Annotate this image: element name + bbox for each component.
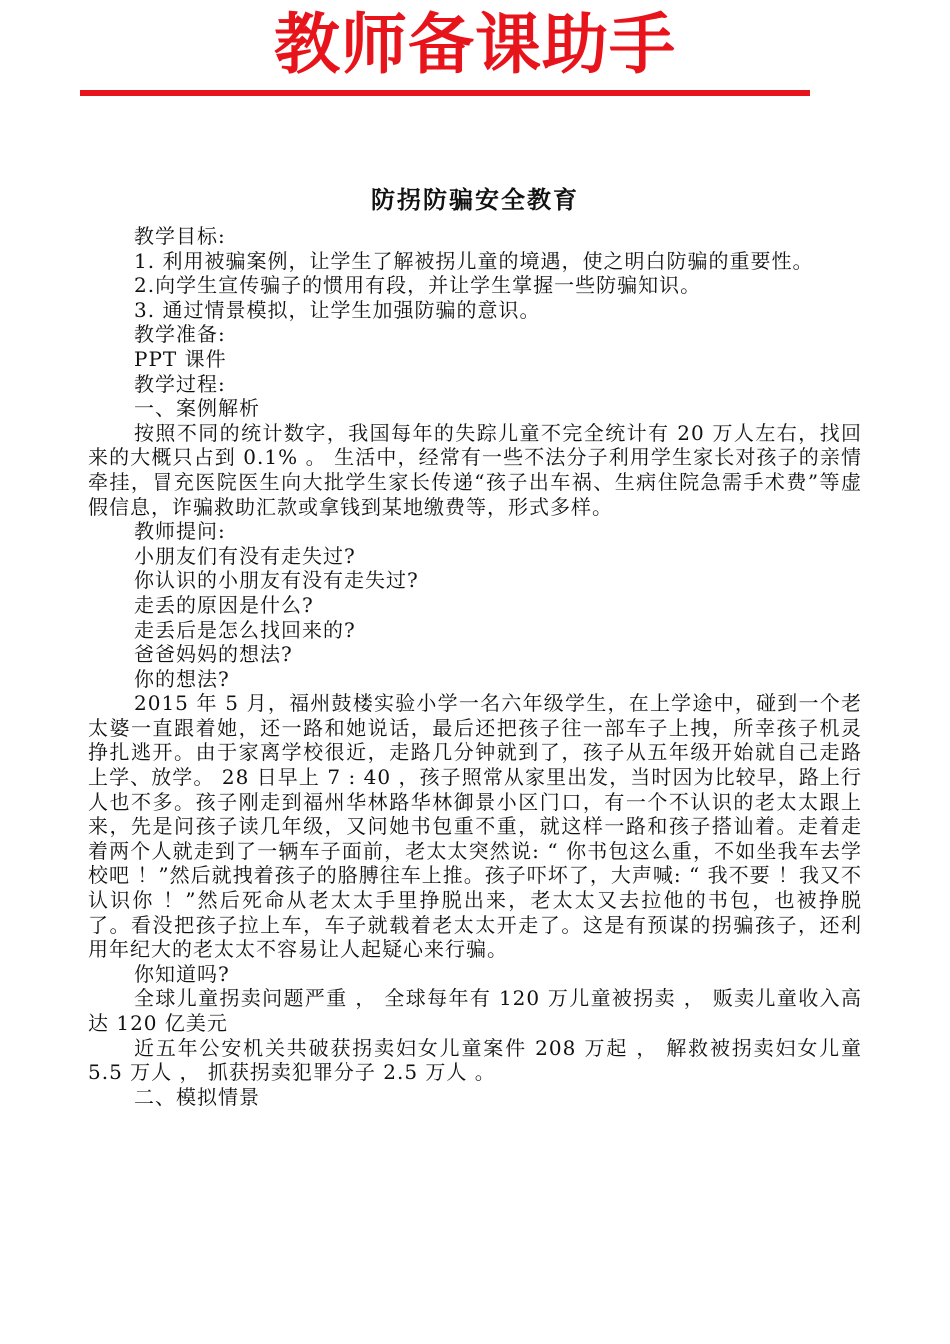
- paragraph-section-1-heading: 一、案例解析: [134, 396, 260, 421]
- paragraph-objectives-heading: 教学目标:: [134, 224, 226, 248]
- document-title: 防拐防骗安全教育: [371, 185, 579, 214]
- paragraph-preparation: PPT 课件: [134, 346, 227, 371]
- paragraph-objective-3: 3. 通过情景模拟，让学生加强防骗的意识。: [134, 297, 541, 322]
- paragraph-question-6: 你的想法?: [134, 666, 230, 691]
- paragraph-question-2: 你认识的小朋友有没有走失过?: [134, 568, 419, 593]
- paragraph-did-you-know: 你知道吗?: [134, 961, 230, 986]
- paragraph-objective-1: 1. 利用被骗案例，让学生了解被拐儿童的境遇，使之明白防骗的重要性。: [134, 248, 814, 273]
- paragraph-case-story: 2015 年 5 月，福州鼓楼实验小学一名六年级学生，在上学途中，碰到一个老太婆一直跟着她，还一路和她说话，最后还把孩子往一部车子上拽，所幸孩子机灵挣扎逃开。由于家离学校很近，走路几分钟就到了，孩子从五年级开始就自己走路上学、放学。 28 日早上 7 : 40 ，孩子照常从家里出发，当时因为比较早，路上行人也不多。孩子刚走到福州华林路华林御景小区门口，有一个不认识的老太太跟上来，先是问孩子读几年级，又问她书包重不重，就这样一路和孩子搭讪着。走着走着两个人就走到了一辆车子面前，老太太突然说: “ 你书包这么重，不如坐我车去学校吧 ！”然后就拽着孩子的胳膊往车上推。孩子吓坏了，大声喊: “ 我不要 ！我又不认识你 ！”然后死命从老太太手里挣脱出来，老太太又去拉他的书包，也被挣脱了。看没把孩子拉上车，车子就载着老太太开走了。这是有预谋的拐骗孩子，还利用年纪大的老太太不容易让人起疑心来行骗。: [88, 691, 862, 962]
- paragraph-statistics: 按照不同的统计数字，我国每年的失踪儿童不完全统计有 20 万人左右，找回来的大概只占到 0.1% 。 生活中，经常有一些不法分子利用学生家长对孩子的亲情牵挂，冒充医院医生向大批学生家长传递“孩子出车祸、生病住院急需手术费”等虚假信息，诈骗救助汇款或拿钱到某地缴费等，形式多样。: [88, 420, 862, 519]
- paragraph-domestic-fact: 近五年公安机关共破获拐卖妇女儿童案件 208 万起 ， 解救被拐卖妇女儿童 5.5 万人 ， 抓获拐卖犯罪分子 2.5 万人 。: [88, 1035, 862, 1085]
- document-body: [88, 224, 862, 1109]
- paragraph-question-3: 走丢的原因是什么?: [134, 592, 314, 617]
- paragraph-process-heading: 教学过程:: [134, 371, 226, 396]
- paragraph-question-5: 爸爸妈妈的想法?: [134, 642, 293, 667]
- paragraph-questions-heading: 教师提问:: [134, 519, 226, 544]
- brand-divider: [80, 90, 810, 96]
- paragraph-preparation-heading: 教学准备:: [134, 322, 226, 347]
- paragraph-question-1: 小朋友们有没有走失过?: [134, 543, 356, 568]
- paragraph-question-4: 走丢后是怎么找回来的?: [134, 617, 356, 642]
- brand-title: 教师备课助手: [274, 6, 676, 83]
- paragraph-objective-2: 2.向学生宣传骗子的惯用有段，并让学生掌握一些防骗知识。: [134, 273, 702, 298]
- paragraph-global-fact: 全球儿童拐卖问题严重 ， 全球每年有 120 万儿童被拐卖 ， 贩卖儿童收入高达 120 亿美元: [88, 986, 862, 1035]
- paragraph-section-2-heading: 二、模拟情景: [134, 1084, 260, 1109]
